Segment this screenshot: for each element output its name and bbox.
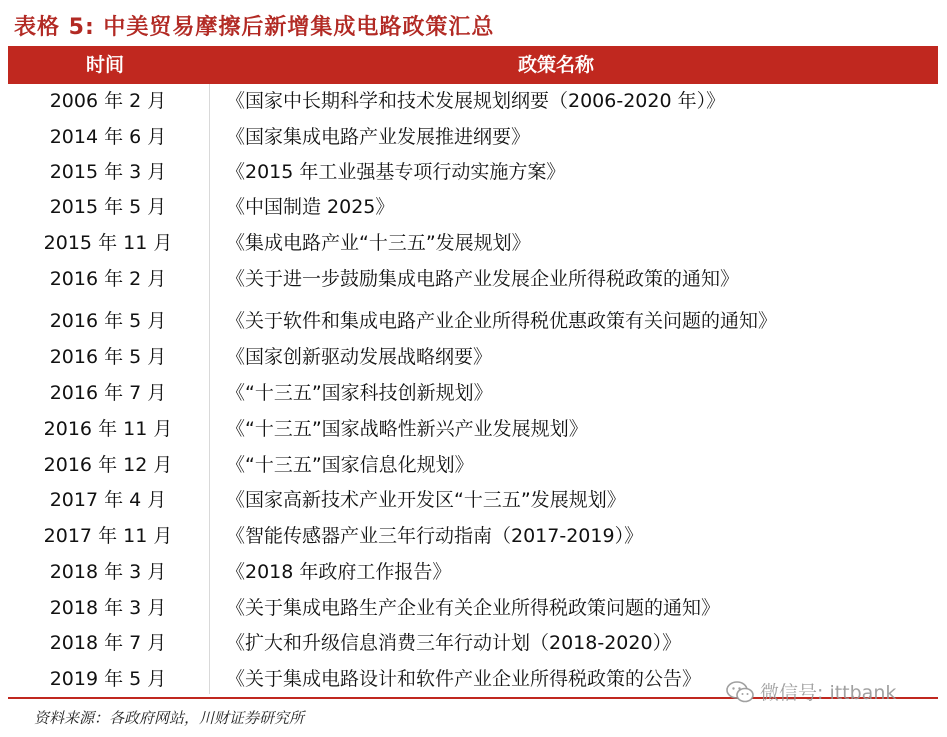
row-policy-name: 《关于集成电路设计和软件产业企业所得税政策的公告》 (226, 668, 702, 690)
source-note: 资料来源：各政府网站，川财证券研究所 (34, 709, 305, 727)
row-time: 2019 年 5 月 (49, 668, 167, 690)
table-row (8, 226, 938, 260)
row-time: 2016 年 2 月 (49, 268, 167, 290)
table-row (8, 340, 938, 374)
row-policy-name: 《国家创新驱动发展战略纲要》 (226, 346, 493, 368)
row-time: 2016 年 5 月 (49, 346, 167, 368)
table-row (8, 190, 938, 224)
row-policy-name: 《国家集成电路产业发展推进纲要》 (226, 126, 531, 148)
row-time: 2015 年 3 月 (49, 161, 167, 183)
row-policy-name: 《“十三五”国家信息化规划》 (226, 454, 474, 476)
table-row (8, 262, 938, 296)
row-policy-name: 《关于集成电路生产企业有关企业所得税政策问题的通知》 (226, 597, 721, 619)
table-title: 表格 5: 中美贸易摩擦后新增集成电路政策汇总 (14, 15, 495, 40)
table-row (8, 448, 938, 482)
row-policy-name: 《国家高新技术产业开发区“十三五”发展规划》 (226, 489, 626, 511)
header-policy-name: 政策名称 (518, 54, 595, 76)
table-row (8, 412, 938, 446)
row-policy-name: 《智能传感器产业三年行动指南（2017-2019）》 (226, 525, 644, 547)
table-row (8, 120, 938, 154)
row-time: 2017 年 4 月 (49, 489, 167, 511)
table-row (8, 591, 938, 625)
row-time: 2018 年 7 月 (49, 632, 167, 654)
row-time: 2016 年 7 月 (49, 382, 167, 404)
row-policy-name: 《2018 年政府工作报告》 (226, 561, 452, 583)
table-row (8, 555, 938, 589)
wechat-icon (726, 680, 754, 704)
watermark-text: 微信号: ittbank (760, 682, 897, 704)
table-row (8, 376, 938, 410)
table-row (8, 483, 938, 517)
table-row (8, 155, 938, 189)
table-row (8, 84, 938, 118)
row-time: 2016 年 5 月 (49, 310, 167, 332)
row-time: 2017 年 11 月 (43, 525, 173, 547)
table-row (8, 519, 938, 553)
row-time: 2016 年 11 月 (43, 418, 173, 440)
row-policy-name: 《集成电路产业“十三五”发展规划》 (226, 232, 531, 254)
row-policy-name: 《关于软件和集成电路产业企业所得税优惠政策有关问题的通知》 (226, 310, 778, 332)
row-time: 2014 年 6 月 (49, 126, 167, 148)
table-row (8, 626, 938, 660)
row-time: 2016 年 12 月 (43, 454, 173, 476)
row-policy-name: 《关于进一步鼓励集成电路产业发展企业所得税政策的通知》 (226, 268, 740, 290)
header-time: 时间 (86, 54, 125, 76)
table-row (8, 304, 938, 338)
row-policy-name: 《2015 年工业强基专项行动实施方案》 (226, 161, 566, 183)
table-header (8, 46, 938, 84)
row-policy-name: 《“十三五”国家战略性新兴产业发展规划》 (226, 418, 588, 440)
row-time: 2015 年 5 月 (49, 196, 167, 218)
watermark (726, 678, 896, 705)
row-policy-name: 《国家中长期科学和技术发展规划纲要（2006-2020 年）》 (226, 90, 726, 112)
row-policy-name: 《扩大和升级信息消费三年行动计划（2018-2020）》 (226, 632, 682, 654)
row-policy-name: 《中国制造 2025》 (226, 196, 395, 218)
row-policy-name: 《“十三五”国家科技创新规划》 (226, 382, 493, 404)
row-time: 2015 年 11 月 (43, 232, 173, 254)
row-time: 2018 年 3 月 (49, 561, 167, 583)
row-time: 2018 年 3 月 (49, 597, 167, 619)
row-time: 2006 年 2 月 (49, 90, 167, 112)
